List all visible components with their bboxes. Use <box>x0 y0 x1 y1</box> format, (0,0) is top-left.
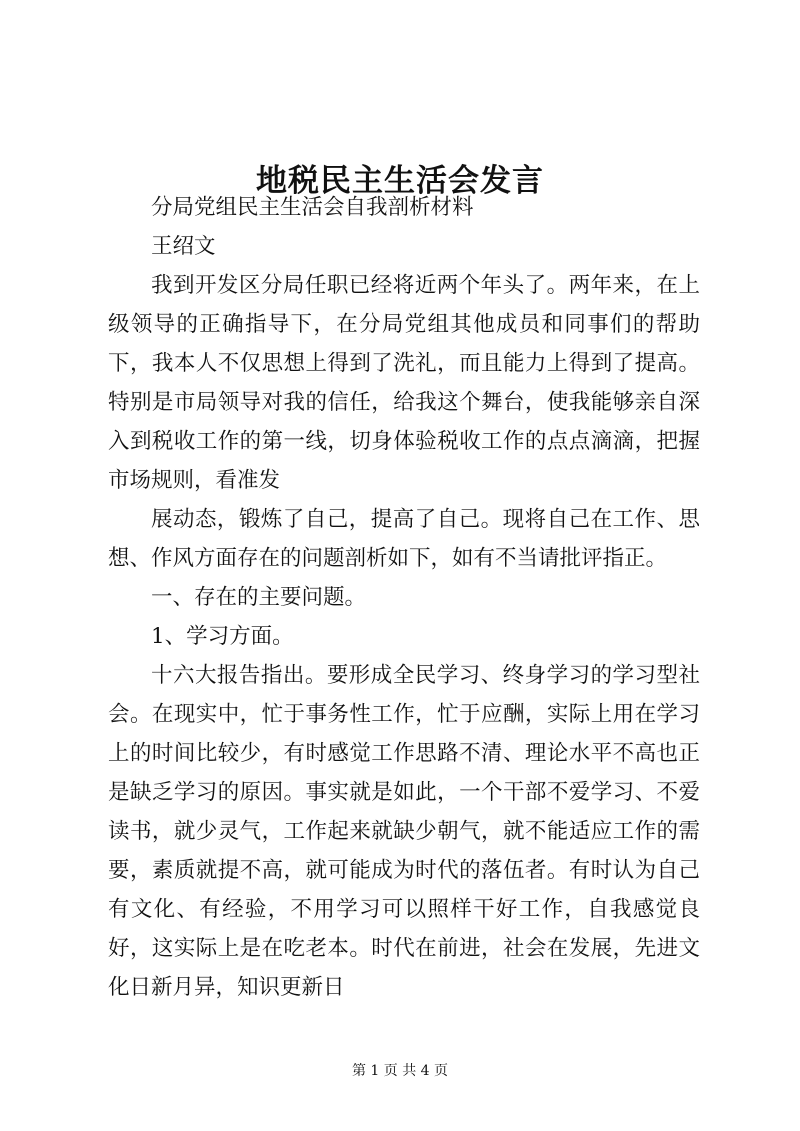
document-body <box>108 188 700 1007</box>
author-paragraph: 王绍文 <box>151 234 216 259</box>
continuation-paragraph: 展动态，锻炼了自己，提高了自己。现将自己在工作、思想、作风方面存在的问题剖析如下，如有不当请批评指正。 <box>108 507 700 571</box>
subsection-heading: 1、学习方面。 <box>151 624 294 649</box>
section-heading: 一、存在的主要问题。 <box>151 585 367 610</box>
intro-paragraph: 我到开发区分局任职已经将近两个年头了。两年来，在上级领导的正确指导下，在分局党组其他成员和同事们的帮助下，我本人不仅思想上得到了洗礼，而且能力上得到了提高。特别是市局领导对我的信任，给我这个舞台，使我能够亲自深入到税收工作的第一线，切身体验税收工作的点点滴滴，把握市场规则，看准发 <box>108 273 700 493</box>
document-title: 地税民主生活会发言 <box>256 162 544 199</box>
study-paragraph: 十六大报告指出。要形成全民学习、终身学习的学习型社会。在现实中，忙于事务性工作，忙于应酬，实际上用在学习上的时间比较少，有时感觉工作思路不清、理论水平不高也正是缺乏学习的原因。事实就是如此，一个干部不爱学习、不爱读书，就少灵气，工作起来就缺少朝气，就不能适应工作的需要，素质就提不高，就可能成为时代的落伍者。有时认为自己有文化、有经验，不用学习可以照样干好工作，自我感觉良好，这实际上是在吃老本。时代在前进，社会在发展，先进文化日新月异，知识更新日 <box>108 663 700 1000</box>
subtitle-paragraph: 分局党组民主生活会自我剖析材料 <box>151 195 474 220</box>
page-number-footer: 第 1 页 共 4 页 <box>351 1063 449 1079</box>
